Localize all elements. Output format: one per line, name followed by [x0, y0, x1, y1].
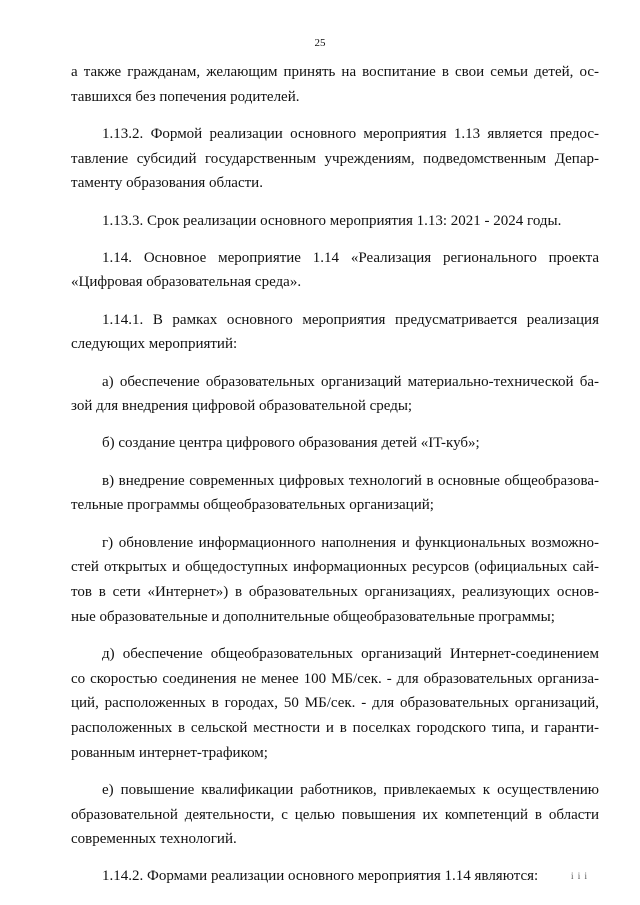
- paragraph-continuation: [71, 60, 599, 109]
- text-line: б) создание центра цифрового образования детей «IT-куб»;: [102, 435, 480, 452]
- text-line: со скоростью соединения не менее 100 МБ/сек. - для образовательных организа-: [71, 670, 599, 687]
- text-line: е) повышение квалификации работников, привлекаемых к осуществлению: [102, 781, 599, 798]
- list-item-d: [71, 642, 599, 766]
- page-number: 25: [314, 37, 326, 49]
- paragraph-1-13-3: [71, 209, 599, 234]
- text-line: таменту образования области.: [71, 175, 263, 192]
- paragraph-1-14-1: [71, 308, 599, 357]
- list-item-e: [71, 778, 599, 852]
- text-line: тов в сети «Интернет») в образовательных организациях, реализующих основ-: [71, 583, 599, 600]
- text-line: а) обеспечение образовательных организаций материально-технической ба-: [102, 373, 599, 390]
- text-line: г) обновление информационного наполнения и функциональных возможно-: [102, 534, 599, 551]
- text-line: образовательной деятельности, с целью повышения их компетенций в области: [71, 806, 599, 823]
- text-line: следующих мероприятий:: [71, 336, 238, 353]
- text-line: ные образовательные и дополнительные общеобразовательные программы;: [71, 608, 555, 625]
- text-line: 1.13.2. Формой реализации основного мероприятия 1.13 является предос-: [102, 125, 599, 142]
- document-body: [71, 60, 599, 889]
- text-line: тельные программы общеобразовательных организаций;: [71, 497, 434, 514]
- text-line: тавление субсидий государственным учреждениям, подведомственным Депар-: [71, 150, 599, 167]
- list-item-g: [71, 531, 599, 630]
- scan-mark: і і і: [571, 871, 589, 881]
- text-line: тавшихся без попечения родителей.: [71, 88, 300, 105]
- text-line: «Цифровая образовательная среда».: [71, 274, 302, 291]
- text-line: зой для внедрения цифровой образовательной среды;: [71, 398, 413, 415]
- text-line: расположенных в сельской местности и в поселках городского типа, и гаранти-: [71, 719, 599, 736]
- text-line: 1.14.1. В рамках основного мероприятия предусматривается реализация: [102, 311, 599, 328]
- text-line: 1.13.3. Срок реализации основного мероприятия 1.13: 2021 - 2024 годы.: [102, 212, 562, 229]
- text-line: 1.14. Основное мероприятие 1.14 «Реализация регионального проекта: [102, 249, 599, 266]
- text-line: а также гражданам, желающим принять на воспитание в свои семьи детей, ос-: [71, 64, 599, 80]
- list-item-a: [71, 370, 599, 419]
- text-line: д) обеспечение общеобразовательных организаций Интернет-соединением: [102, 645, 599, 662]
- list-item-v: [71, 469, 599, 518]
- text-line: рованным интернет-трафиком;: [71, 744, 268, 761]
- list-item-b: [71, 431, 599, 456]
- paragraph-1-14: [71, 246, 599, 295]
- paragraph-1-14-2: [71, 864, 599, 889]
- paragraph-1-13-2: [71, 122, 599, 196]
- text-line: в) внедрение современных цифровых технологий в основные общеобразова-: [102, 472, 599, 489]
- text-line: современных технологий.: [71, 831, 237, 848]
- text-line: стей открытых и общедоступных информационных ресурсов (официальных сай-: [71, 559, 599, 576]
- text-line: ций, расположенных в городах, 50 МБ/сек. - для образовательных организаций,: [71, 695, 599, 712]
- text-line: 1.14.2. Формами реализации основного мероприятия 1.14 являются:: [102, 868, 539, 885]
